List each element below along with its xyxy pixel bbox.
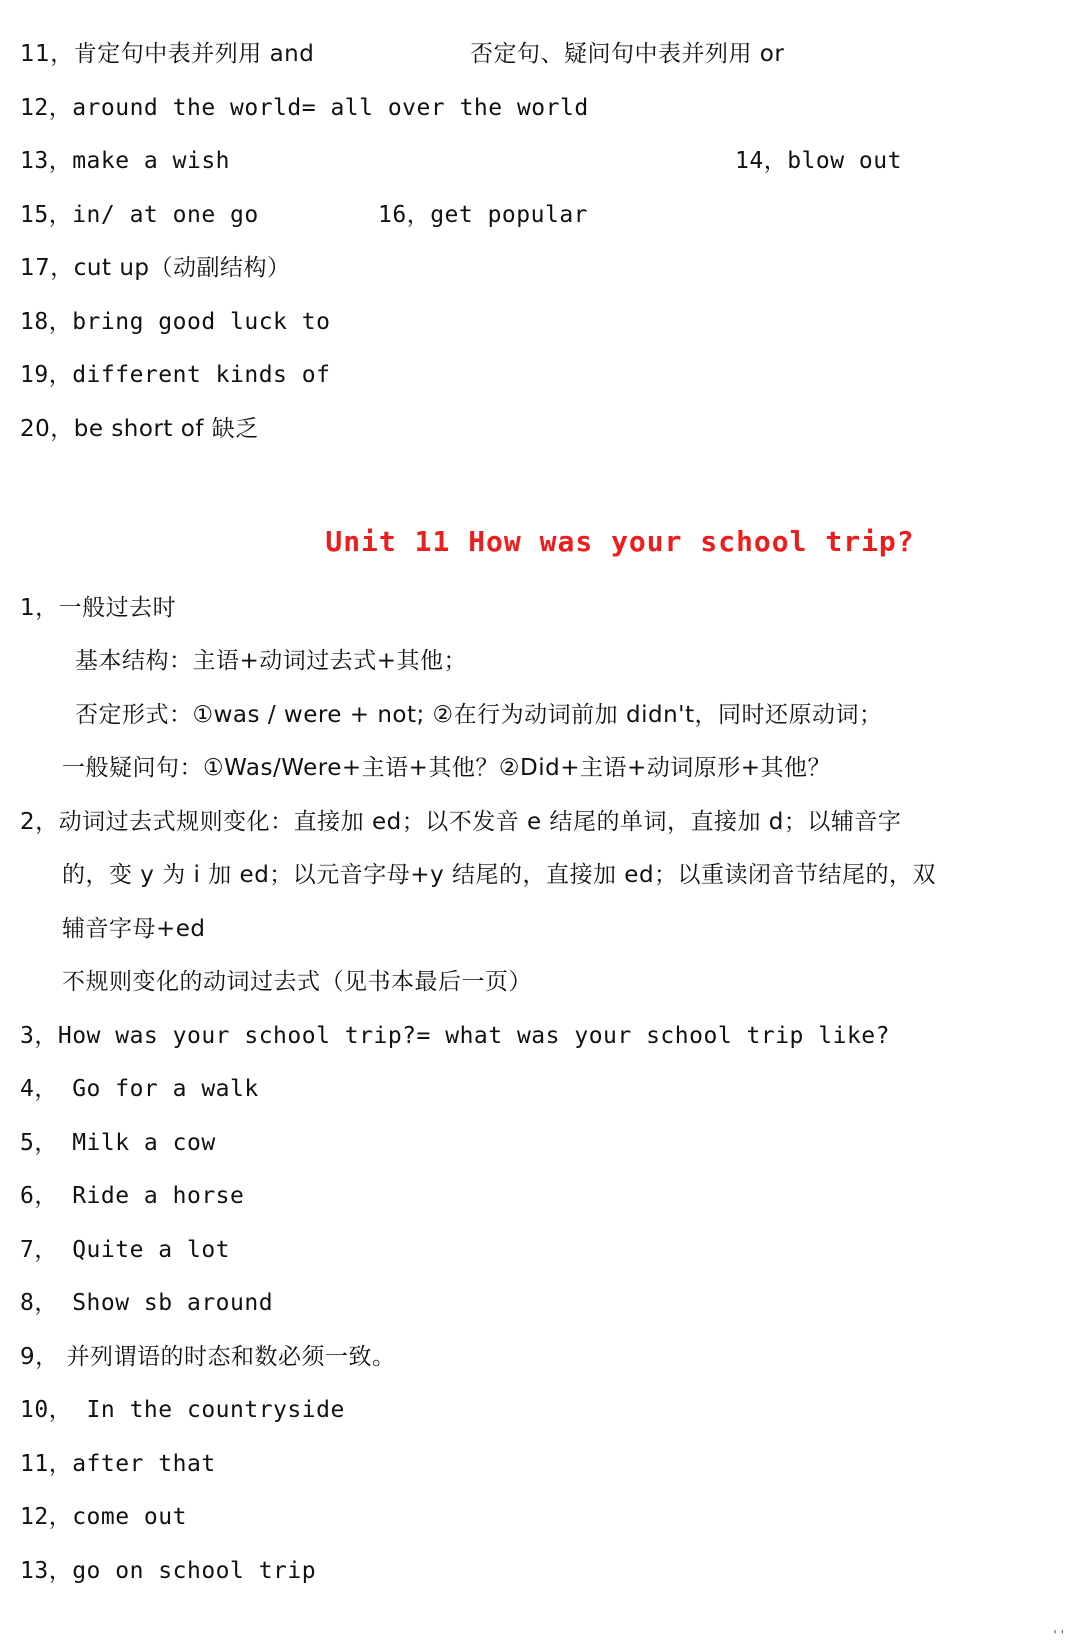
unit-item-2: 2，动词过去式规则变化：直接加 ed；以不发音 e 结尾的单词，直接加 d；以辅音字 bbox=[20, 809, 902, 835]
item-11-right: 否定句、疑问句中表并列用 or bbox=[470, 41, 785, 67]
unit-item-2-line3: 辅音字母+ed bbox=[62, 916, 206, 942]
unit-item-10: 10， In the countryside bbox=[20, 1397, 345, 1423]
item-13: 13，make a wish bbox=[20, 148, 231, 174]
item-12: 12，around the world= all over the world bbox=[20, 95, 589, 121]
item-17: 17，cut up（动副结构） bbox=[20, 255, 291, 281]
item-16: 16，get popular bbox=[378, 202, 589, 228]
item-15: 15，in/ at one go bbox=[20, 202, 259, 228]
unit-item-12: 12，come out bbox=[20, 1504, 187, 1530]
unit-item-2-line2: 的，变 y 为 i 加 ed；以元音字母+y 结尾的，直接加 ed；以重读闭音节结尾的，双 bbox=[62, 862, 937, 888]
item-19: 19，different kinds of bbox=[20, 362, 331, 388]
corner-mark: '' bbox=[1051, 1628, 1066, 1642]
unit-item-1-negative: 否定形式：①was / were + not; ②在行为动词前加 didn't，同时还原动词； bbox=[75, 702, 883, 728]
unit-title: Unit 11 How was your school trip? bbox=[325, 525, 915, 558]
unit-item-6: 6， Ride a horse bbox=[20, 1183, 245, 1209]
unit-item-13: 13，go on school trip bbox=[20, 1558, 317, 1584]
unit-item-8: 8， Show sb around bbox=[20, 1290, 274, 1316]
item-20: 20，be short of 缺乏 bbox=[20, 416, 259, 442]
unit-item-1: 1，一般过去时 bbox=[20, 595, 177, 621]
unit-item-3: 3，How was your school trip?= what was your school trip like? bbox=[20, 1023, 890, 1049]
item-11: 11，肯定句中表并列用 and bbox=[20, 41, 315, 67]
unit-item-5: 5， Milk a cow bbox=[20, 1130, 216, 1156]
item-14: 14，blow out bbox=[735, 148, 902, 174]
unit-item-4: 4， Go for a walk bbox=[20, 1076, 259, 1102]
unit-item-1-question: 一般疑问句：①Was/Were+主语+其他？②Did+主语+动词原形+其他？ bbox=[62, 755, 832, 781]
unit-item-7: 7， Quite a lot bbox=[20, 1237, 231, 1263]
unit-item-1-structure: 基本结构：主语+动词过去式+其他； bbox=[75, 648, 468, 674]
unit-item-11: 11，after that bbox=[20, 1451, 216, 1477]
unit-item-9: 9， 并列谓语的时态和数必须一致。 bbox=[20, 1344, 396, 1370]
item-18: 18，bring good luck to bbox=[20, 309, 331, 335]
unit-item-2-irregular: 不规则变化的动词过去式（见书本最后一页） bbox=[62, 969, 532, 995]
